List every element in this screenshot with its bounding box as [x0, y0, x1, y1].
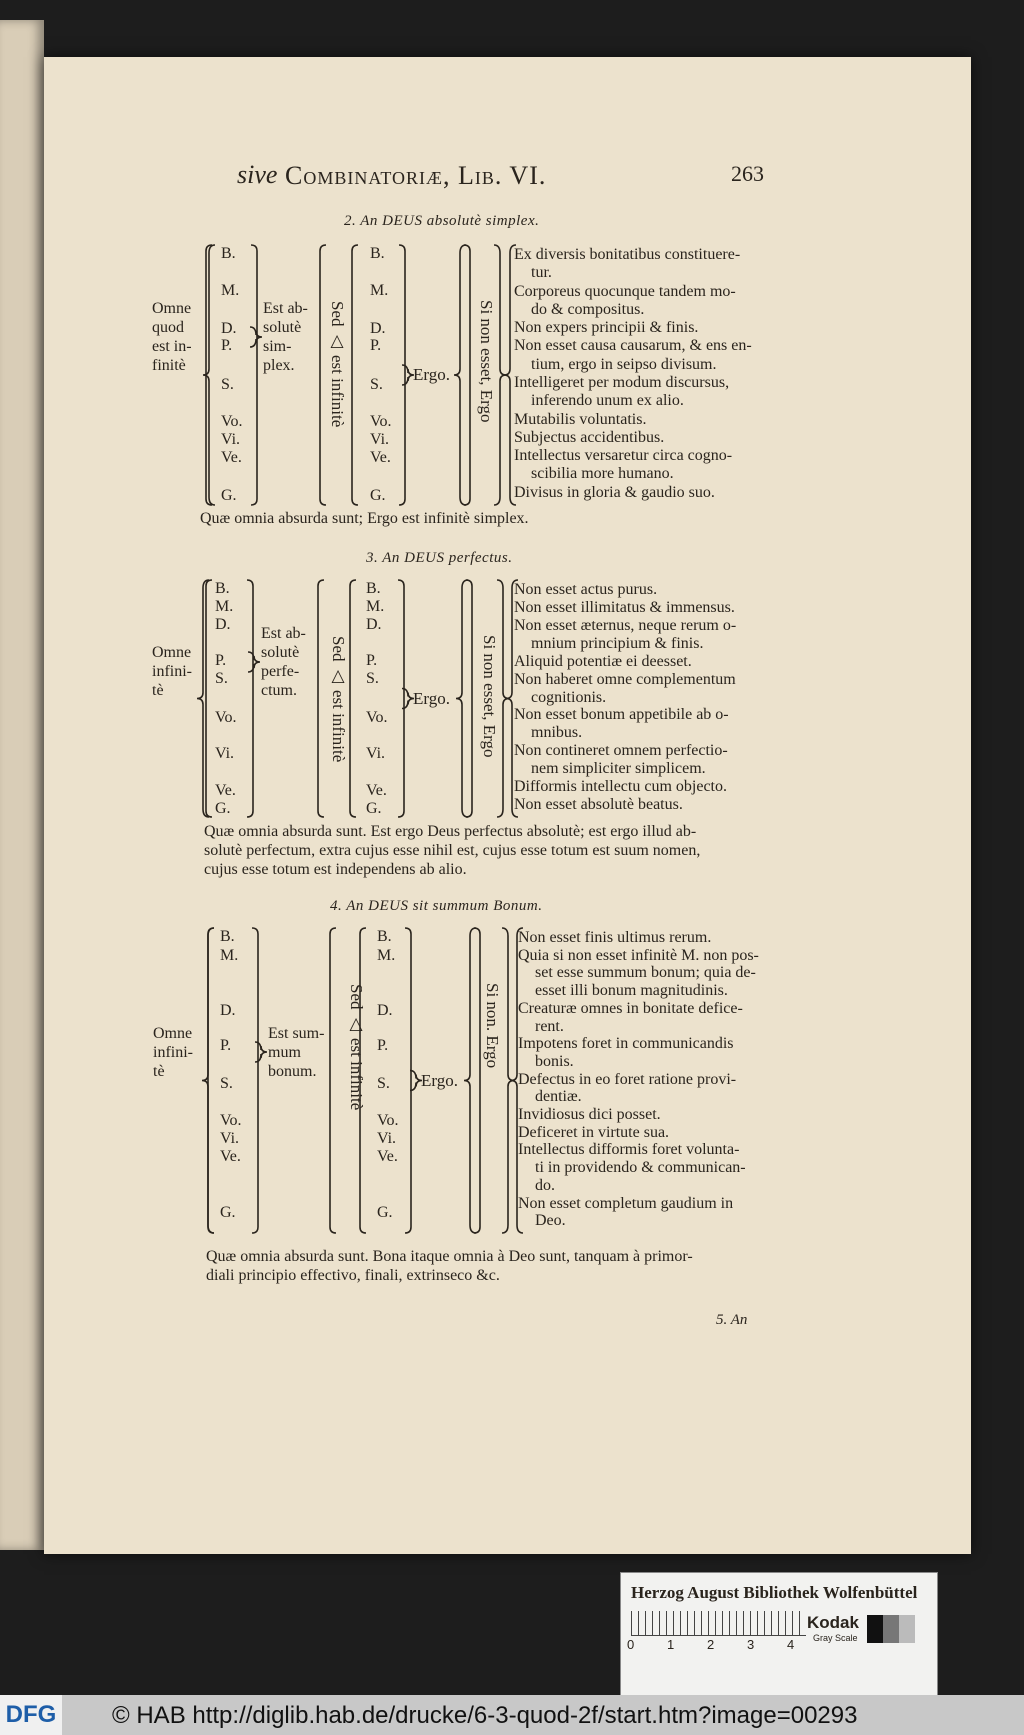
letter-label: M.: [220, 947, 239, 964]
left-label-line: est in-: [152, 338, 192, 355]
letter-label: B.: [220, 928, 235, 945]
consequence-line: tur.: [531, 264, 552, 282]
letter-label: G.: [366, 800, 382, 817]
left-label-line: finitè: [152, 357, 186, 374]
consequence-line: nem simpliciter simplicem.: [531, 760, 706, 778]
gray-patch-mid: [883, 1615, 899, 1643]
consequence-line: Deo.: [535, 1212, 566, 1230]
consequence-line: Invidiosus dici posset.: [518, 1106, 661, 1124]
predicate-line: Est ab-: [263, 300, 308, 317]
consequence-line: Non esset completum gaudium in: [518, 1194, 734, 1212]
predicate-line: Est sum-: [268, 1024, 325, 1042]
conclusion-line: Quæ omnia absurda sunt. Est ergo Deus perfectus absolutè; est ergo illud ab-: [204, 823, 697, 840]
consequence-line: Non esset bonum appetibile ab o-: [514, 706, 729, 724]
consequence-line: Non esset absolutè beatus.: [514, 796, 683, 814]
kodak-brand: Kodak: [807, 1613, 859, 1632]
consequence-line: ti in providendo & communican-: [535, 1159, 746, 1177]
consequence-line: Intellectus difformis foret volunta-: [518, 1141, 740, 1159]
consequence-line: Intellectus versaretur circa cogno-: [514, 447, 733, 465]
letter-label: D.: [377, 1002, 393, 1019]
copyright-link[interactable]: © HAB http://diglib.hab.de/drucke/6-3-quod-2f/start.htm?image=00293: [112, 1702, 858, 1729]
catchword: 5. An: [716, 1312, 748, 1328]
letter-label: P.: [377, 1037, 389, 1054]
sed-infinite-vertical: Sed △ est infinitè: [328, 301, 347, 428]
conclusion-line: cujus esse totum est independens ab alio.: [204, 861, 467, 878]
consequence-line: do.: [535, 1176, 555, 1194]
consequence-line: Mutabilis voluntatis.: [514, 410, 647, 428]
letter-label: Ve.: [366, 782, 387, 799]
consequence-line: Corporeus quocunque tandem mo-: [514, 282, 736, 300]
consequence-line: Defectus in eo foret ratione provi-: [518, 1070, 737, 1088]
conclusion-line: diali principio effectivo, finali, extrinseco &c.: [206, 1267, 500, 1284]
book-page: [44, 57, 971, 1554]
conclusion-line: solutè perfectum, extra cujus esse nihil est, cujus esse totum est suum nomen,: [204, 842, 701, 859]
ruler-number: 1: [667, 1637, 675, 1652]
consequence-line: Non esset æternus, neque rerum o-: [514, 616, 737, 634]
si-non-esset-vertical: Si non esset, Ergo: [480, 635, 499, 758]
consequence-line: dentiæ.: [535, 1088, 582, 1106]
left-label-line: Omne: [152, 300, 192, 317]
consequence-line: Quia si non esset infinitè M. non pos-: [518, 946, 759, 964]
predicate-line: perfe-: [261, 663, 300, 680]
letter-label: S.: [366, 670, 379, 687]
consequence-line: cognitionis.: [531, 688, 607, 706]
consequence-line: Creaturæ omnes in bonitate defice-: [518, 999, 743, 1017]
consequence-line: Impotens foret in communicandis: [518, 1035, 734, 1053]
predicate-line: sim-: [263, 338, 292, 355]
letter-label: S.: [215, 670, 228, 687]
gray-patch-light: [899, 1615, 915, 1643]
letter-label: G.: [221, 487, 237, 504]
consequence-line: Non esset finis ultimus rerum.: [518, 929, 712, 946]
gray-patch-black: [867, 1615, 883, 1643]
letter-label: Ve.: [370, 449, 391, 466]
consequence-line: Deficeret in virtute sua.: [518, 1123, 670, 1141]
sed-infinite-vertical: Sed △ est infinitè: [329, 636, 348, 763]
consequence-line: Subjectus accidentibus.: [514, 428, 665, 446]
dfg-logo: DFG: [0, 1695, 62, 1735]
left-label-line: tè: [152, 681, 164, 699]
letter-label: P.: [366, 652, 378, 669]
predicate-line: solutè: [263, 319, 302, 336]
letter-label: M.: [370, 282, 389, 299]
consequence-line: tium, ergo in seipso divisum.: [531, 355, 717, 373]
letter-label: Ve.: [220, 1148, 241, 1165]
letter-label: S.: [220, 1075, 233, 1092]
letter-label: D.: [215, 616, 231, 633]
letter-label: G.: [377, 1204, 393, 1221]
consequence-line: mnibus.: [531, 724, 583, 742]
letter-label: Vi.: [377, 1130, 397, 1147]
letter-label: Vi.: [370, 431, 390, 448]
letter-label: Ve.: [377, 1148, 398, 1165]
letter-label: G.: [220, 1204, 236, 1221]
ergo-label: Ergo.: [413, 688, 450, 708]
letter-label: P.: [370, 337, 382, 354]
consequence-line: Difformis intellectu cum objecto.: [514, 778, 727, 796]
letter-label: P.: [215, 652, 227, 669]
ruler-number: 2: [707, 1637, 715, 1652]
consequence-line: Aliquid potentiæ ei deesset.: [514, 652, 692, 670]
letter-label: Vi.: [221, 431, 241, 448]
letter-label: B.: [221, 245, 236, 262]
consequence-line: Non esset causa causarum, & ens en-: [514, 337, 752, 355]
consequence-line: inferendo unum ex alio.: [531, 392, 684, 410]
letter-label: M.: [221, 282, 240, 299]
conclusion-line: Quæ omnia absurda sunt. Bona itaque omnia à Deo sunt, tanquam à primor-: [206, 1248, 693, 1265]
stamp-library-name: Herzog August Bibliothek Wolfenbüttel: [631, 1583, 918, 1602]
consequence-line: Non esset illimitatus & immensus.: [514, 598, 735, 616]
letter-label: Vo.: [366, 709, 388, 726]
ruler-number: 0: [627, 1637, 635, 1652]
letter-label: Vo.: [215, 709, 237, 726]
section-heading-4: 4. An DEUS sit summum Bonum.: [330, 898, 543, 914]
letter-label: D.: [370, 320, 386, 337]
predicate-line: mum: [268, 1043, 301, 1061]
predicate-line: Est ab-: [261, 625, 306, 642]
letter-label: M.: [215, 598, 234, 615]
letter-label: M.: [366, 598, 385, 615]
letter-label: B.: [370, 245, 385, 262]
predicate-line: plex.: [263, 357, 295, 374]
letter-label: Vo.: [221, 413, 243, 430]
ergo-label: Ergo.: [413, 365, 450, 384]
letter-label: Vo.: [220, 1112, 242, 1129]
section-heading-3: 3. An DEUS perfectus.: [366, 550, 513, 566]
left-label-line: infini-: [153, 1043, 193, 1061]
gray-scale-label: Gray Scale: [813, 1633, 858, 1643]
consequence-line: set esse summum bonum; quia de-: [535, 964, 756, 982]
letter-label: Vi.: [220, 1130, 240, 1147]
library-stamp: [620, 1572, 938, 1698]
consequence-line: Divisus in gloria & gaudio suo.: [514, 483, 715, 501]
section-heading-2: 2. An DEUS absolutè simplex.: [344, 213, 540, 229]
left-label-line: tè: [153, 1062, 165, 1080]
letter-label: P.: [220, 1037, 232, 1054]
consequence-line: Intelligeret per modum discursus,: [514, 374, 730, 391]
letter-label: G.: [370, 487, 386, 504]
letter-label: S.: [221, 376, 234, 393]
letter-label: G.: [215, 800, 231, 817]
letter-label: S.: [370, 376, 383, 393]
letter-label: Vo.: [370, 413, 392, 430]
letter-label: Vi.: [366, 745, 386, 762]
letter-label: Vo.: [377, 1112, 399, 1129]
letter-label: D.: [221, 320, 237, 337]
left-label-line: Omne: [153, 1024, 193, 1042]
consequence-line: mnium principium & finis.: [531, 634, 704, 652]
letter-label: P.: [221, 337, 233, 354]
letter-label: Ve.: [215, 782, 236, 799]
consequence-line: Non haberet omne complementum: [514, 670, 736, 688]
consequence-line: do & compositus.: [531, 300, 645, 318]
ruler-number: 4: [787, 1637, 795, 1652]
consequence-line: Non esset actus purus.: [514, 581, 658, 598]
left-label-line: Omne: [152, 643, 192, 661]
ruler-number: 3: [747, 1637, 755, 1652]
letter-label: B.: [377, 928, 392, 945]
letter-label: Ve.: [221, 449, 242, 466]
consequence-line: rent.: [535, 1017, 564, 1035]
predicate-line: ctum.: [261, 682, 297, 699]
letter-label: M.: [377, 947, 396, 964]
consequence-line: esset illi bonum magnitudinis.: [535, 982, 728, 1000]
predicate-line: solutè: [261, 644, 300, 661]
letter-label: D.: [220, 1002, 236, 1019]
consequence-line: Non expers principii & finis.: [514, 319, 699, 337]
scale-ruler: [631, 1611, 806, 1636]
predicate-line: bonum.: [268, 1062, 317, 1080]
letter-label: B.: [215, 580, 230, 597]
letter-label: S.: [377, 1075, 390, 1092]
head-prefix: sive: [237, 160, 278, 189]
facing-page-edge: [0, 20, 44, 1550]
letter-label: B.: [366, 580, 381, 597]
page-number: 263: [731, 161, 764, 186]
consequence-line: bonis.: [535, 1052, 574, 1070]
consequence-line: Ex diversis bonitatibus constituere-: [514, 246, 741, 263]
page-title: Combinatoriæ, Lib. VI.: [285, 161, 547, 190]
conclusion-line: Quæ omnia absurda sunt; Ergo est infinitè simplex.: [200, 510, 529, 527]
letter-label: D.: [366, 616, 382, 633]
consequence-line: scibilia more humano.: [531, 465, 674, 483]
consequence-line: Non contineret omnem perfectio-: [514, 742, 728, 760]
si-non-esset-vertical: Si non esset, Ergo: [477, 300, 496, 423]
sed-infinite-vertical: Sed △ est infinitè: [347, 984, 366, 1111]
letter-label: Vi.: [215, 745, 235, 762]
si-non-esset-vertical: Si non. Ergo: [483, 983, 502, 1069]
ergo-label: Ergo.: [421, 1070, 458, 1090]
left-label-line: quod: [152, 319, 184, 336]
left-label-line: infini-: [152, 662, 192, 680]
